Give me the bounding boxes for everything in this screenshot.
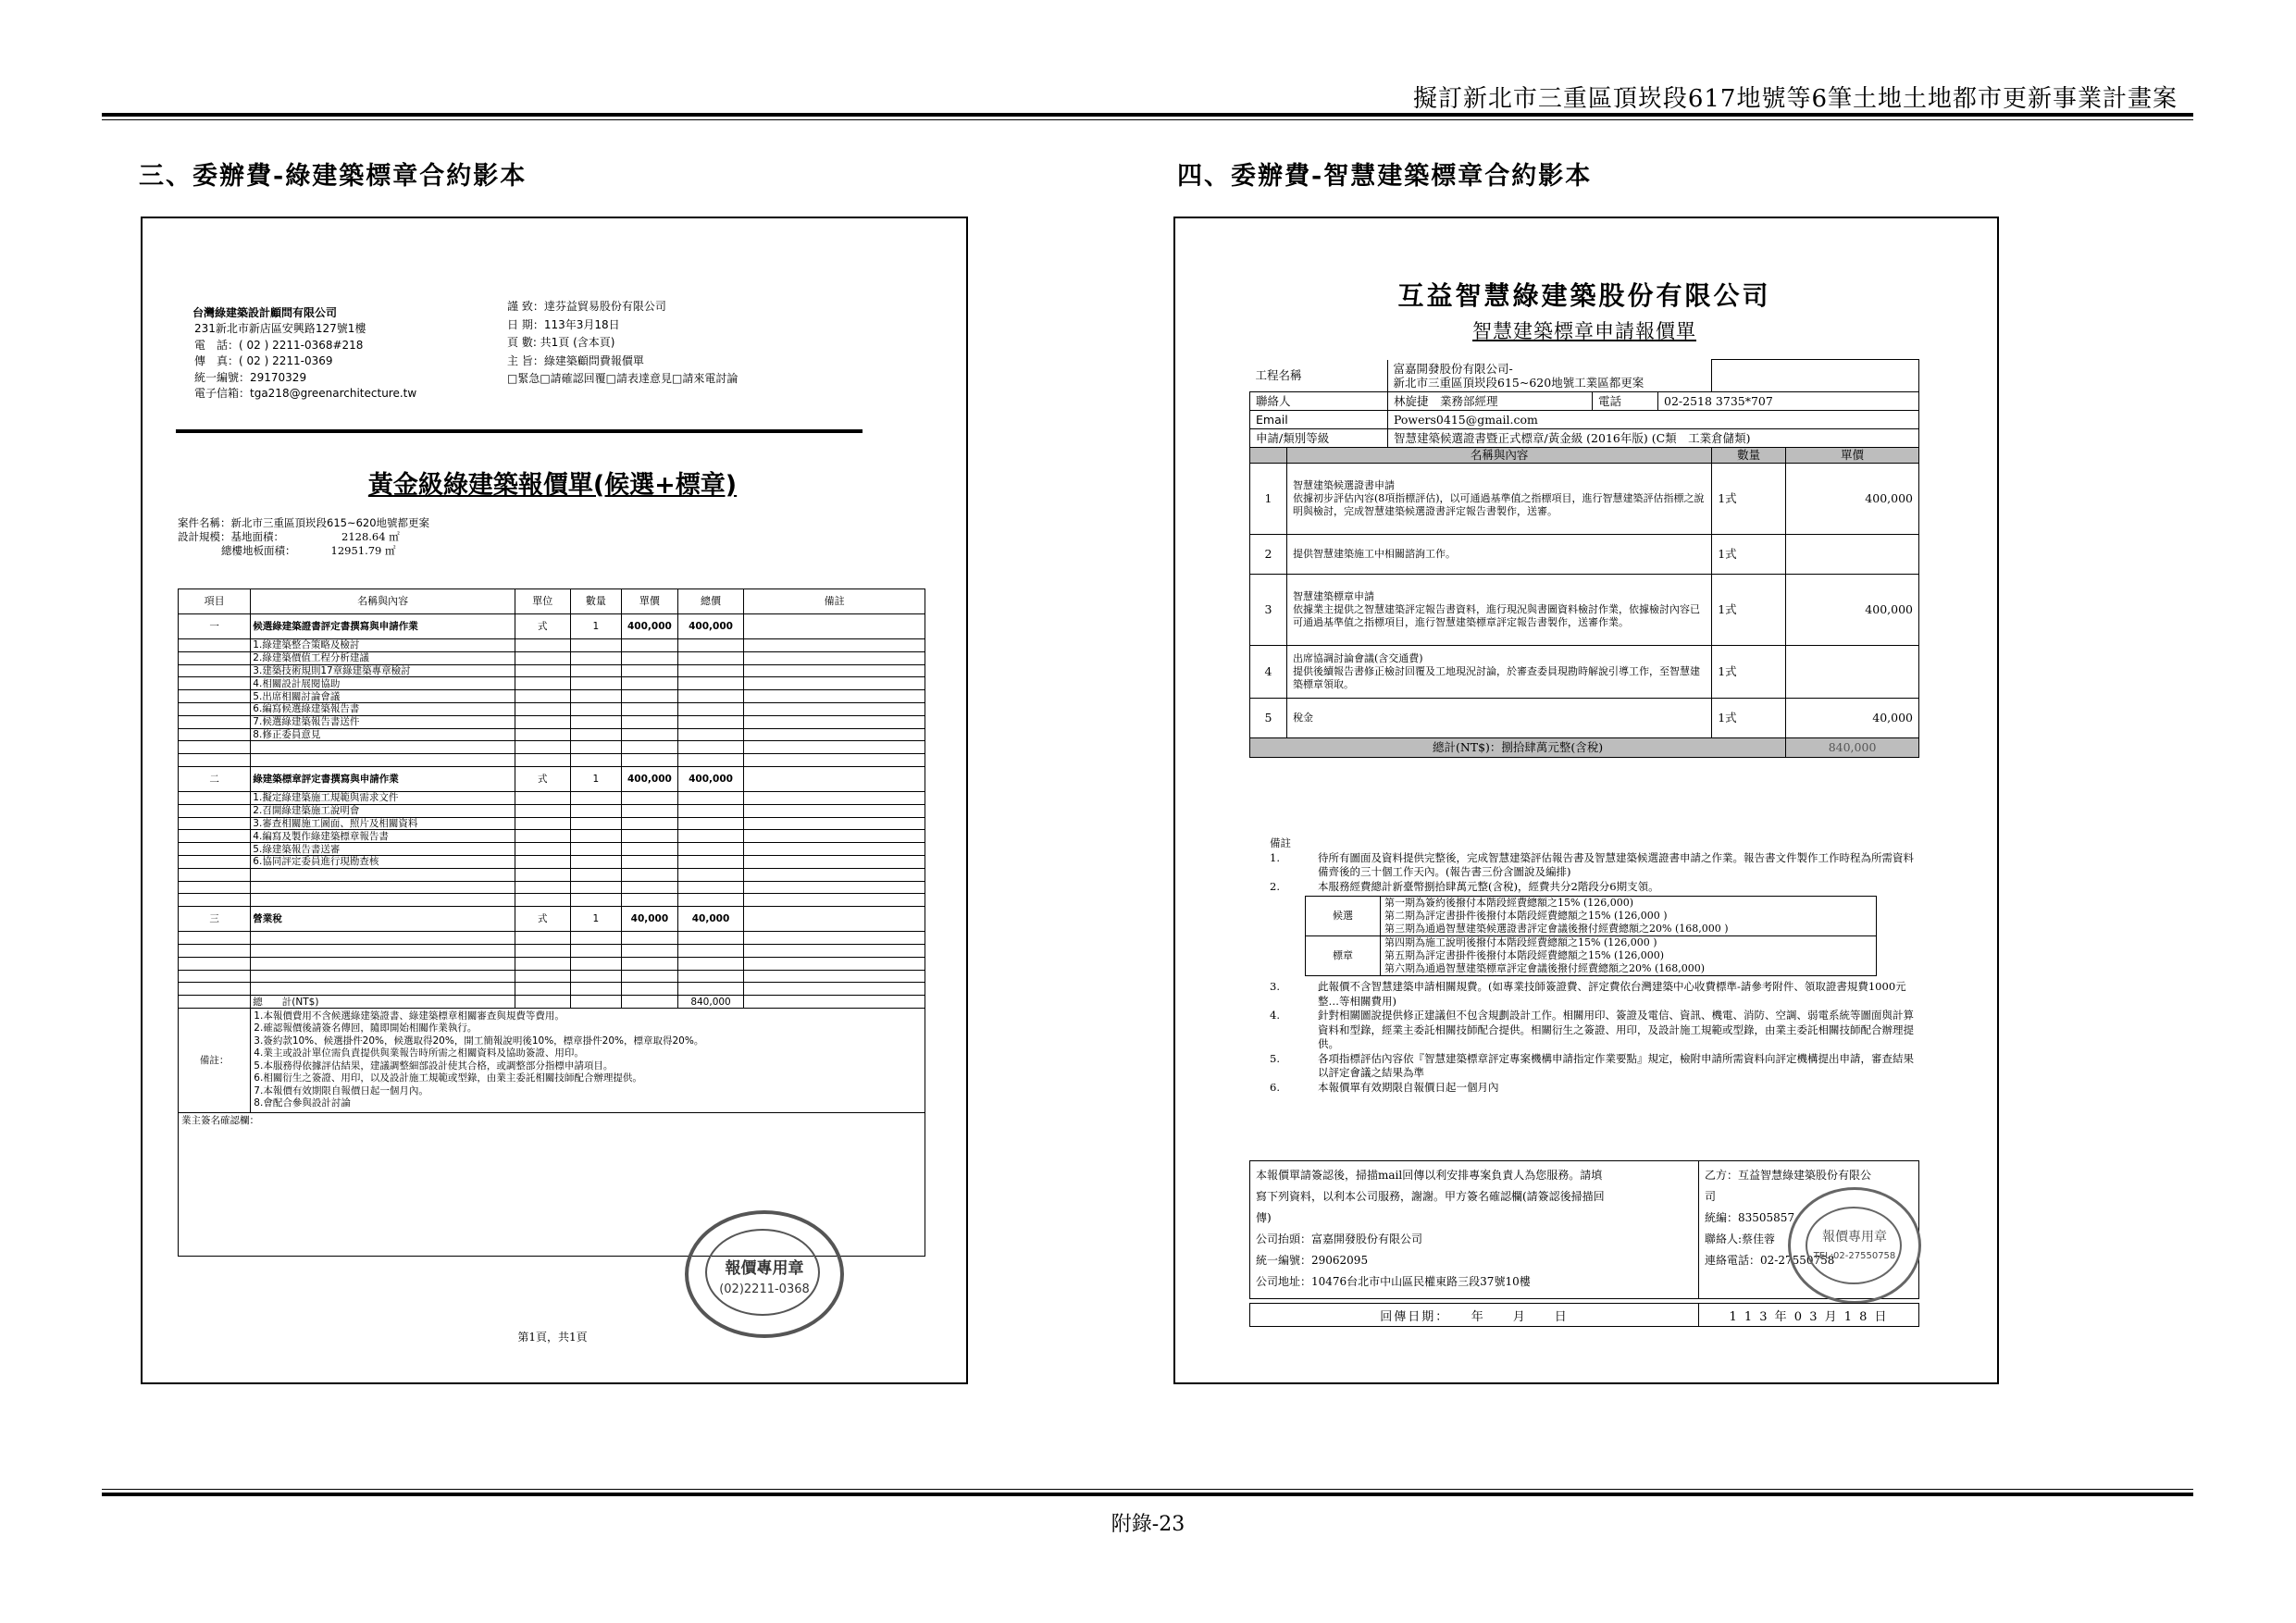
memo-to: 謹 致：達芬益貿易股份有限公司 (507, 300, 666, 313)
memo-meta (507, 298, 738, 389)
note-item: 4. 針對相關圖說提供修正建議但不包含規劃設計工作。相關用印、簽證及電信、資訊、機電、消防、空調、弱電系統等圖面與計算資料和型錄，經業主委託相關技師配合提供。相關衍生之簽證、用印，及設計施工規範或型錄，由業主委託相關技師配合辦理提供。 (1270, 1009, 1914, 1050)
site-area-value: 2128.64 ㎡ (341, 530, 400, 543)
document-header-title: 擬訂新北市三重區頂崁段617地號等6筆土地土地都市更新事業計畫案 (1412, 85, 2178, 113)
smart-building-quotation-image (1173, 217, 1999, 1384)
sub-item: 3.建築技術規則17章綠建築專章檢討 (251, 664, 515, 677)
quotation-title: 黃金級綠建築報價單(候選+標章) (367, 471, 738, 500)
memo-pages: 頁 數: 共1頁 (含本頁) (507, 336, 615, 349)
item-total: 40,000 (677, 907, 743, 932)
note-line: 3.簽約款10%、候選掛件20%，候選取得20%，開工簡報說明後10%，標章掛件20%，標章取得20%。 (254, 1035, 704, 1047)
sub-item: 6.編寫候選綠建築報告書 (251, 702, 515, 715)
table-header-row (1250, 447, 1919, 463)
seal-phone: (02)2211-0368 (719, 1282, 810, 1296)
table-row (179, 728, 925, 741)
category-row (1250, 428, 1919, 447)
table-row (179, 715, 925, 728)
table-row (179, 907, 925, 932)
case-info (178, 516, 429, 558)
item-price: 400,000 (622, 614, 678, 639)
col-header: 項目 (179, 589, 251, 614)
item-no: 1 (1250, 463, 1287, 534)
confirm-text: 傳) (1256, 1211, 1272, 1224)
table-row (179, 983, 925, 996)
email-label: Email (1250, 411, 1388, 428)
vendor-cell (1699, 1161, 1919, 1299)
note-line: 7.本報價有效期限自報價日起一個月內。 (254, 1084, 428, 1096)
email-row (1250, 410, 1919, 428)
item-unit: 式 (515, 907, 570, 932)
phase-row (1306, 897, 1877, 936)
site-area-row (178, 530, 429, 544)
sender-block (192, 305, 337, 322)
table-row (179, 843, 925, 856)
sub-item: 1.擬定綠建築施工規範與需求文件 (251, 791, 515, 804)
project-label: 工程名稱 (1250, 360, 1388, 391)
note-line: 6.相關衍生之簽證、用印，以及設計施工規範或型錄，由業主委託相關技師配合辦理提供。 (254, 1072, 642, 1084)
email-value: Powers0415@gmail.com (1394, 412, 1538, 427)
floor-area-label: 總樓地板面積： (221, 544, 296, 557)
sub-item: 2.綠建築價值工程分析建議 (251, 651, 515, 664)
item-price (1786, 645, 1919, 698)
sub-item: 8.修正委員意見 (251, 728, 515, 741)
confirm-text: 寫下列資料，以利本公司服務，謝謝。甲方簽名確認欄(請簽認後掃描回 (1256, 1190, 1605, 1203)
item-price (1786, 534, 1919, 574)
signature-label: 業主簽名確認欄： (181, 1114, 259, 1126)
table-row (179, 651, 925, 664)
col-header: 數量 (570, 589, 621, 614)
table-row (179, 741, 925, 754)
col-header: 單價 (1786, 447, 1919, 463)
item-no: 一 (179, 614, 251, 639)
phase-line: 第一期為簽約後撥付本階段經費總額之15% (126,000) (1384, 897, 1634, 909)
return-date-value: 1 1 3 年 0 3 月 1 8 日 (1699, 1304, 1919, 1327)
phase-line: 第三期為通過智慧建築候選證書評定會議後撥付經費總額之20% (168,000 ) (1384, 923, 1729, 935)
col-header: 名稱與內容 (251, 589, 515, 614)
table-row (1250, 698, 1919, 737)
sender-tax-id: 統一編號：29170329 (194, 370, 307, 384)
table-row (179, 804, 925, 817)
table-row (1250, 574, 1919, 645)
table-row (179, 766, 925, 791)
col-header: 單價 (622, 589, 678, 614)
col-header: 名稱與內容 (1286, 447, 1711, 463)
seal-phone: TEL:02-27550758 (1813, 1251, 1896, 1261)
item-title: 出席協調討論會議(含交通費) (1292, 651, 1423, 664)
item-unit: 式 (515, 614, 570, 639)
return-date-table (1249, 1303, 1919, 1327)
phase-row (1306, 936, 1877, 976)
seal-text: 報價專用章 (1822, 1230, 1887, 1245)
table-row (179, 614, 925, 639)
item-total: 400,000 (677, 766, 743, 791)
item-no: 3 (1250, 574, 1287, 645)
note-line: 5.本服務得依據評估結果，建議調整細部設計使其合格，或調整部分指標申請項目。 (254, 1059, 614, 1072)
vendor-name: 乙方：互益智慧綠建築股份有限公 (1705, 1169, 1872, 1182)
floor-area-value: 12951.79 ㎡ (330, 544, 396, 557)
table-row (179, 791, 925, 804)
vendor-seal-stamp (1788, 1187, 1921, 1304)
total-value: 840,000 (677, 996, 743, 1009)
item-desc: 提供智慧建築施工中相關諮詢工作。 (1292, 547, 1456, 560)
project-value-1: 富嘉開發股份有限公司- (1393, 361, 1513, 376)
sender-fax: 傳 真：( 02 ) 2211-0369 (194, 354, 333, 367)
item-no: 4 (1250, 645, 1287, 698)
table-row (1250, 534, 1919, 574)
item-desc: 依據初步評估內容(8項指標評估)，以可通過基準值之指標項目，進行智慧建築評估指標之說明與檢討，完成智慧建築候選證書評定報告書製作，送審。 (1292, 491, 1705, 517)
total-label: 總 計(NT$) (251, 996, 515, 1009)
table-row (179, 830, 925, 843)
vendor-contact: 聯絡人:蔡佳蓉 (1705, 1233, 1776, 1245)
item-qty: 1 (570, 614, 621, 639)
vendor-company-name: 互益智慧綠建築股份有限公司 (1397, 280, 1771, 311)
table-header-row (179, 589, 925, 614)
table-row (179, 677, 925, 690)
seal-text: 報價專用章 (725, 1259, 804, 1278)
table-row (179, 664, 925, 677)
item-qty: 1 (570, 766, 621, 791)
item-price: 40,000 (622, 907, 678, 932)
vendor-tax-id: 統編：83505857 (1705, 1211, 1795, 1224)
section-title-smart-building: 四、委辦費-智慧建築標章合約影本 (1177, 162, 1593, 191)
floor-area-row (178, 544, 429, 558)
table-row (179, 970, 925, 983)
total-value: 840,000 (1786, 737, 1919, 757)
table-row (179, 894, 925, 907)
item-name: 綠建築標章評定書撰寫與申請作業 (251, 766, 515, 791)
phone-label: 電話 (1593, 392, 1658, 410)
col-header: 單位 (515, 589, 570, 614)
item-price: 400,000 (1786, 574, 1919, 645)
memo-date: 日 期：113年3月18日 (507, 317, 620, 331)
note-item: 2. 本服務經費總計新臺幣捌拾肆萬元整(含稅)，經費共分2階段分6期支領。 (1270, 879, 1659, 893)
sub-item: 3.審查相關施工圖面、照片及相關資料 (251, 817, 515, 830)
table-row (179, 855, 925, 868)
table-row (1250, 463, 1919, 534)
payment-phases-table (1305, 896, 1877, 976)
phase-line: 第六期為通過智慧建築標章評定會議後撥付經費總額之20% (168,000) (1384, 962, 1706, 974)
item-desc: 提供後續報告書修正檢討回覆及工地現況討論，於審查委員現勘時解說引導工作，至智慧建築標章領取。 (1292, 664, 1700, 690)
phase-line: 第二期為評定書掛件後撥付本階段經費總額之15% (126,000 ) (1384, 910, 1668, 922)
col-header: 備註 (744, 589, 925, 614)
notes-section (1249, 836, 1919, 1095)
client-title: 公司抬頭：富嘉開發股份有限公司 (1256, 1233, 1423, 1245)
item-no: 2 (1250, 534, 1287, 574)
note-line: 1.本報價費用不含候選綠建築證書、綠建築標章相關審查與規費等費用。 (254, 1010, 565, 1022)
sub-item: 1.綠建築整合策略及檢討 (251, 639, 515, 652)
item-title: 智慧建築標章申請 (1292, 589, 1374, 602)
item-no: 二 (179, 766, 251, 791)
item-desc: 稅金 (1292, 711, 1313, 724)
contact-label: 聯絡人 (1250, 392, 1388, 410)
section-title-green-building: 三、委辦費-綠建築標章合約影本 (139, 162, 527, 191)
memo-subject: 主 旨：綠建築顧問費報價單 (507, 353, 644, 367)
vendor-name-cont: 司 (1705, 1190, 1717, 1203)
sender-address: 231新北市新店區安興路127號1樓 (194, 322, 366, 335)
smart-quotation-table (1249, 359, 1919, 758)
note-item: 1. 待所有圖面及資料提供完整後，完成智慧建築評估報告書及智慧建築候選證書申請之作業。報告書文件製作工作時程為所需資料備齊後的三十個工作天內。(報告書三份含圖說及編排) (1270, 850, 1914, 878)
phase-line: 第五期為評定書掛件後撥付本階段經費總額之15% (126,000) (1384, 949, 1665, 961)
note-line: 8.會配合參與設計討論 (254, 1097, 351, 1109)
footer-rule-thick (102, 1493, 2193, 1496)
item-no: 三 (179, 907, 251, 932)
table-row (179, 754, 925, 767)
project-row (1250, 360, 1919, 392)
item-price: 400,000 (622, 766, 678, 791)
sub-item: 5.綠建築報告書送審 (251, 843, 515, 856)
quotation-table (178, 588, 925, 1257)
case-name: 案件名稱：新北市三重區頂崁段615~620地號都更案 (178, 516, 430, 529)
contact-row (1250, 391, 1919, 410)
category-label: 申請/類別等級 (1250, 429, 1388, 447)
sender-phone: 電 話：( 02 ) 2211-0368#218 (194, 338, 364, 352)
note-line: 4.業主或設計單位需負責提供與業報告時所需之相關資料及協助簽證、用印。 (254, 1047, 584, 1059)
sender-email: 電子信箱：tga218@greenarchitecture.tw (194, 387, 417, 400)
sub-item: 4.相關設計展閱協助 (251, 677, 515, 690)
phase-line: 第四期為施工說明後撥付本階段經費總額之15% (126,000 ) (1384, 936, 1657, 948)
vendor-phone: 連絡電話：02-27550758 (1705, 1254, 1835, 1267)
notes-row (179, 1008, 925, 1112)
project-value-2: 新北市三重區頂崁段615~620地號工業區都更案 (1393, 375, 1644, 390)
header-rule-thick (102, 113, 2193, 117)
item-price: 40,000 (1786, 698, 1919, 737)
item-unit: 式 (515, 766, 570, 791)
col-header: 數量 (1712, 447, 1786, 463)
col-header: 總價 (677, 589, 743, 614)
item-qty: 1式 (1712, 534, 1786, 574)
item-qty: 1式 (1712, 574, 1786, 645)
header-rule-thin (102, 119, 2193, 120)
table-row (179, 639, 925, 652)
confirm-text: 本報價單請簽認後，掃描mail回傳以利安排專案負責人為您服務。請填 (1256, 1169, 1603, 1182)
phone-value: 02-2518 3735*707 (1664, 393, 1773, 408)
table-row (179, 944, 925, 957)
notes-body (251, 1008, 925, 1112)
site-area-label: 設計規模：基地面積： (178, 530, 284, 543)
sub-item: 4.編寫及製作綠建築標章報告書 (251, 830, 515, 843)
page-number: 附錄-23 (1111, 1513, 1185, 1536)
table-row (179, 702, 925, 715)
total-row (1250, 737, 1919, 757)
sub-item: 2.召開綠建築施工說明會 (251, 804, 515, 817)
client-confirm-cell (1250, 1161, 1699, 1299)
green-building-quotation-image (141, 217, 968, 1384)
notes-title: 備註 (1270, 836, 1291, 849)
item-name: 候選綠建築證書評定書撰寫與申請作業 (251, 614, 515, 639)
table-row (179, 868, 925, 881)
confirmation-table (1249, 1160, 1919, 1299)
sender-company: 台灣綠建築設計顧問有限公司 (192, 306, 338, 319)
item-name: 營業稅 (251, 907, 515, 932)
table-row (179, 690, 925, 703)
notes-label: 備註： (179, 1008, 251, 1112)
item-qty: 1式 (1712, 698, 1786, 737)
footer-rule-thin (102, 1489, 2193, 1490)
table-row (179, 817, 925, 830)
page-count: 第1頁，共1頁 (517, 1331, 588, 1344)
category-value: 智慧建築候選證書暨正式標章/黃金級 (2016年版) (C類 工業倉儲類) (1394, 430, 1751, 445)
sub-item: 7.候選綠建築報告書送件 (251, 715, 515, 728)
total-row (179, 996, 925, 1009)
client-tax-id: 統一編號：29062095 (1256, 1254, 1369, 1267)
memo-divider (176, 429, 863, 433)
table-row (179, 957, 925, 970)
table-row (179, 932, 925, 945)
item-qty: 1 (570, 907, 621, 932)
item-desc: 依據業主提供之智慧建築評定報告書資料，進行現況與書圖資料檢討作業，依據檢討內容已可通過基準值之指標項目，進行智慧建築標章評定報告書製作，送審作業。 (1292, 602, 1700, 628)
item-qty: 1式 (1712, 463, 1786, 534)
return-date-label: 回傳日期： 年 月 日 (1250, 1304, 1699, 1327)
table-row (1250, 645, 1919, 698)
sub-item: 6.協同評定委員進行現勘查核 (251, 855, 515, 868)
quotation-subtitle: 智慧建築標章申請報價單 (1472, 320, 1696, 342)
total-label: 總計(NT$)：捌拾肆萬元整(含稅) (1250, 737, 1786, 757)
note-line: 2.確認報價後請簽名傳回，隨即開始相關作業執行。 (254, 1022, 478, 1035)
note-item: 3. 此報價不含智慧建築申請相關規費。(如專業技師簽證費、評定費依台灣建築中心收費標準-請參考附件、領取證書規費1000元整…等相關費用) (1270, 980, 1906, 1008)
item-qty: 1式 (1712, 645, 1786, 698)
item-price: 400,000 (1786, 463, 1919, 534)
phase-stage: 標章 (1306, 936, 1381, 976)
note-item: 6. 本報價單有效期限自報價日起一個月內 (1270, 1080, 1499, 1094)
sub-item: 5.出席相關討論會議 (251, 690, 515, 703)
phase-stage: 候選 (1306, 897, 1381, 936)
sender-details (194, 321, 416, 403)
item-title: 智慧建築候選證書申請 (1292, 478, 1395, 491)
company-seal-stamp (685, 1210, 844, 1338)
item-total: 400,000 (677, 614, 743, 639)
memo-flags: □緊急□請確認回覆□請表達意見□請來電討論 (507, 372, 738, 385)
note-item: 5. 各項指標評估內容依『智慧建築標章評定專案機構申請指定作業要點』規定，檢附申請所需資料向評定機構提出申請，審查結果以評定會議之結果為準 (1270, 1051, 1914, 1079)
table-row (179, 881, 925, 894)
client-address: 公司地址：10476台北市中山區民權東路三段37號10樓 (1256, 1275, 1531, 1288)
contact-value: 林旋捷 業務部經理 (1388, 392, 1593, 410)
item-no: 5 (1250, 698, 1287, 737)
